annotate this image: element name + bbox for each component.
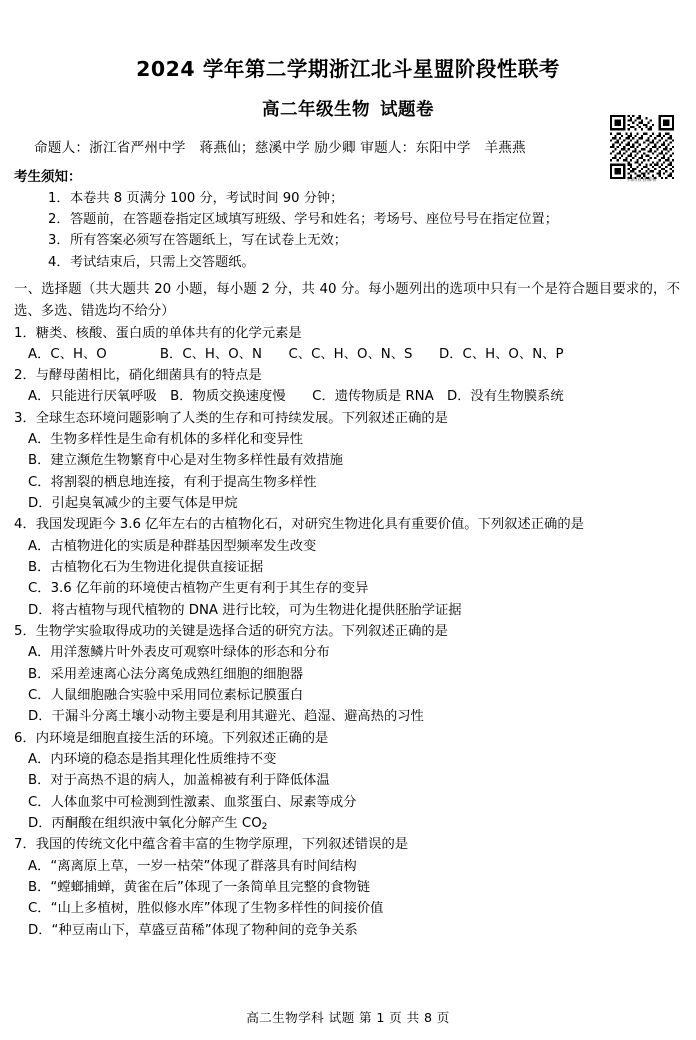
option-c: C．将割裂的栖息地连接，有利于提高生物多样性: [28, 474, 317, 490]
option-d: D．将古植物与现代植物的 DNA 进行比较，可为生物进化提供胚胎学证据: [28, 602, 462, 618]
exam-page: [0, 57, 696, 1040]
notice-text: 本卷共 8 页满分 100 分，考试时间 90 分钟；: [70, 190, 344, 206]
question-5: [14, 621, 680, 728]
option-c: C．3.6 亿年前的环境使古植物产生更有利于其生存的变异: [28, 581, 369, 597]
notice-heading: 考生须知：: [14, 168, 82, 185]
option-d: D．“种豆南山下，草盛豆苗稀”体现了物种间的竞争关系: [28, 922, 358, 938]
notice-number: 2．: [48, 211, 70, 227]
option-a: A．“离离原上草，一岁一枯荣”体现了群落具有时间结构: [28, 858, 357, 874]
list-item: [0, 230, 696, 251]
option-d: D．干漏斗分离土壤小动物主要是利用其避光、趋湿、避高热的习性: [28, 709, 424, 725]
notice-number: 3．: [48, 233, 70, 249]
option-b: B．采用差速离心法分离兔成熟红细胞的细胞器: [28, 666, 304, 682]
question-stem: 7．我国的传统文化中蕴含着丰富的生物学原理，下列叙述错误的是: [14, 837, 409, 853]
option-c: C．人体血浆中可检测到性激素、血浆蛋白、尿素等成分: [28, 794, 357, 810]
question-stem: 4．我国发现距今 3.6 亿年左右的古植物化石，对研究生物进化具有重要价值。下列叙述正确的是: [14, 517, 584, 533]
page-title: 2024 学年第二学期浙江北斗星盟阶段性联考: [136, 57, 560, 81]
list-item: [0, 188, 696, 209]
question-list: [0, 323, 696, 942]
option-c: C．“山上多植树，胜似修水库”体现了生物多样性的间接价值: [28, 901, 384, 917]
section-heading: 一、选择题（共大题共 20 小题，每小题 2 分，共 40 分。每小题列出的选项中只有一个是符合题目要求的，不选、多选、错选均不给分）: [14, 282, 680, 319]
notice-list: [0, 188, 696, 274]
question-options-inline: A．C、H、O B．C、H、O、N C、C、H、O、N、S D．C、H、O、N、P: [28, 346, 564, 362]
option-b: B．“螳螂捕蝉，黄雀在后”体现了一条简单且完整的食物链: [28, 880, 371, 896]
notice-number: 4．: [48, 254, 70, 270]
option-c: C．人鼠细胞融合实验中采用同位素标记膜蛋白: [28, 688, 304, 704]
question-1: [14, 323, 680, 366]
question-6: [14, 728, 680, 835]
option-d: D．引起臭氧减少的主要气体是甲烷: [28, 496, 238, 512]
option-d: D．丙酮酸在组织液中氧化分解产生 $CO_2$: [28, 816, 268, 833]
question-7: [14, 834, 680, 941]
qr-code-label: 扫码查看解析: [626, 177, 657, 183]
question-stem: 1．糖类、核酸、蛋白质的单体共有的化学元素是: [14, 325, 302, 341]
qr-code-icon: [610, 115, 674, 179]
question-stem: 2．与酵母菌相比，硝化细菌具有的特点是: [14, 368, 262, 384]
question-options-inline: A．只能进行厌氧呼吸 B．物质交换速度慢 C．遗传物质是 RNA D．没有生物膜系统: [28, 389, 564, 405]
question-stem: 6．内环境是细胞直接生活的环境。下列叙述正确的是: [14, 730, 329, 746]
option-a: A．生物多样性是生命有机体的多样化和变异性: [28, 432, 304, 448]
authors-line: 命题人：浙江省严州中学 蒋燕仙；慈溪中学 励少卿 审题人：东阳中学 羊燕燕: [34, 139, 526, 156]
question-stem: 5．生物学实验取得成功的关键是选择合适的研究方法。下列叙述正确的是: [14, 624, 448, 640]
option-a: A．用洋葱鳞片叶外表皮可观察叶绿体的形态和分布: [28, 645, 330, 661]
paper-type: 试题卷: [380, 99, 434, 120]
option-a: A．内环境的稳态是指其理化性质维持不变: [28, 752, 277, 768]
notice-text: 答题前，在答题卷指定区域填写班级、学号和姓名；考场号、座位号号在指定位置；: [70, 211, 558, 227]
list-item: [0, 209, 696, 230]
option-b: B．对于高热不退的病人，加盖棉被有利于降低体温: [28, 773, 330, 789]
subject-grade: 高二年级生物: [262, 99, 370, 120]
page-subtitle: [0, 96, 696, 121]
list-item: [0, 252, 696, 273]
option-b: B．建立濒危生物繁育中心是对生物多样性最有效措施: [28, 453, 343, 469]
question-4: [14, 514, 680, 621]
notice-number: 1．: [48, 190, 70, 206]
notice-text: 所有答案必须写在答题纸上，写在试卷上无效；: [70, 233, 347, 249]
page-footer: 高二生物学科 试题 第 1 页 共 8 页: [246, 1010, 450, 1025]
option-b: B．古植物化石为生物进化提供直接证据: [28, 560, 264, 576]
option-a: A．古植物进化的实质是种群基因型频率发生改变: [28, 538, 317, 554]
question-stem: 3．全球生态环境问题影响了人类的生存和可持续发展。下列叙述正确的是: [14, 410, 448, 426]
question-3: [14, 408, 680, 515]
question-2: [14, 365, 680, 408]
notice-text: 考试结束后，只需上交答题纸。: [70, 254, 255, 270]
